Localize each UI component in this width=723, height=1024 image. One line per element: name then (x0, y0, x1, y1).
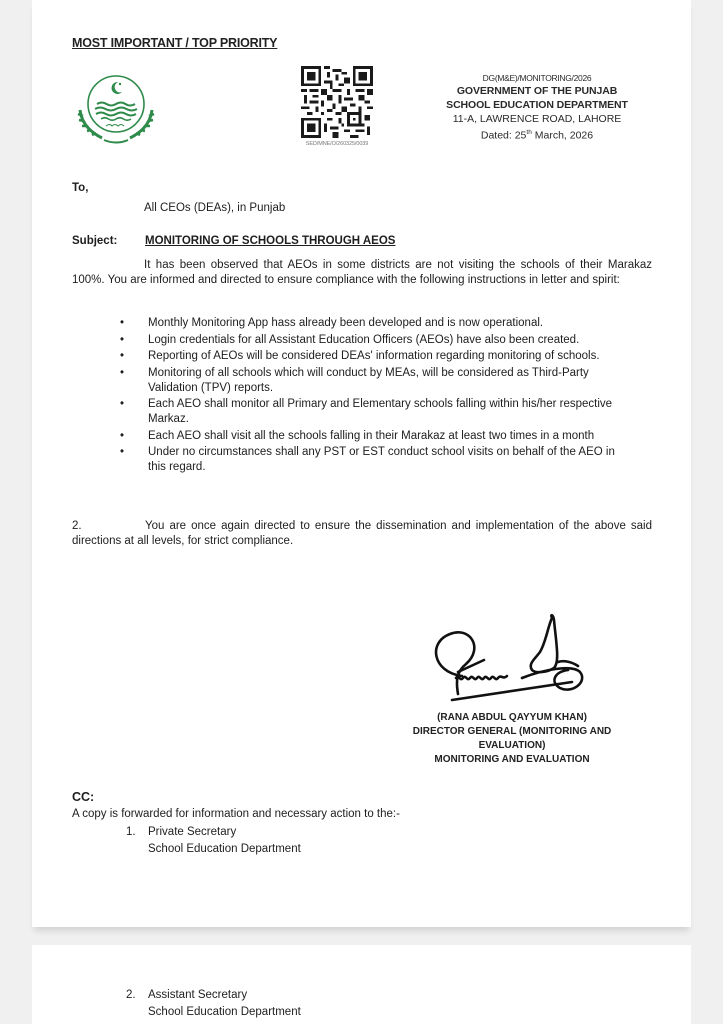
paragraph-2: 2. You are once again directed to ensure the dissemination and implementation of the above said directions at all levels, for strict compliance. (72, 520, 652, 547)
date: Dated: 25th March, 2026 (480, 129, 594, 142)
bullet-icon: • (120, 350, 125, 362)
document-page-2 (32, 945, 691, 1024)
to-label: To, (72, 182, 89, 194)
cc-item-number: 1. (126, 826, 136, 838)
government-name: GOVERNMENT OF THE PUNJAB (456, 85, 618, 97)
cc-list-item (126, 987, 301, 1021)
reference-number: DG(M&E)/MONITORING/2026 (482, 73, 592, 83)
priority-heading: MOST IMPORTANT / TOP PRIORITY (72, 36, 278, 50)
list-item: • Reporting of AEOs will be considered DEAs' information regarding monitoring of schools. (120, 350, 600, 362)
bullet-icon: • (120, 317, 125, 329)
qr-code-icon (300, 66, 374, 138)
cc-item-number: 2. (126, 989, 136, 1001)
cc-item-title: Private Secretary (148, 826, 237, 838)
cc-item-department: School Education Department (148, 843, 301, 855)
document-page-1 (32, 0, 691, 927)
signature-icon (422, 612, 592, 708)
recipient: All CEOs (DEAs), in Punjab (144, 202, 286, 214)
qr-code-reference: SED/MNE/O/260325/0039 (305, 141, 369, 147)
punjab-emblem-icon (70, 70, 162, 146)
instruction-list (120, 316, 620, 477)
list-item: • Monthly Monitoring App hass already been developed and is now operational. (120, 317, 544, 329)
subject-label: Subject: (72, 235, 118, 247)
cc-list-item (126, 824, 301, 858)
subject-text: MONITORING OF SCHOOLS THROUGH AEOS (145, 235, 396, 247)
letterhead (432, 72, 642, 143)
list-item: • Each AEO shall monitor all Primary and Elementary schools falling within his/her respective Markaz. (120, 398, 613, 425)
signatory-name: (RANA ABDUL QAYYUM KHAN) (437, 712, 587, 723)
signatory-designation-line-1: DIRECTOR GENERAL (MONITORING AND (412, 726, 612, 737)
department-name: SCHOOL EDUCATION DEPARTMENT (446, 99, 628, 111)
bullet-icon: • (120, 398, 125, 410)
address: 11-A, LAWRENCE ROAD, LAHORE (452, 113, 622, 125)
bullet-icon: • (120, 366, 125, 379)
paragraph-1: It has been observed that AEOs in some districts are not visiting the schools of their Marakaz 100%. You are informed and directed to ensure compliance with the following instructions in letter and spirit: (72, 259, 652, 286)
cc-label: CC: (72, 790, 95, 804)
paragraph-number: 2. (72, 520, 82, 532)
bullet-icon: • (120, 429, 125, 442)
list-item: • Under no circumstances shall any PST or EST conduct school visits on behalf of the AEO in this regard. (120, 446, 615, 473)
signatory-designation-line-2: EVALUATION) (478, 740, 546, 751)
signatory-block (387, 711, 637, 767)
signatory-office: MONITORING AND EVALUATION (434, 754, 590, 765)
cc-intro: A copy is forwarded for information and necessary action to the:- (72, 808, 400, 820)
bullet-icon: • (120, 446, 125, 458)
bullet-icon: • (120, 333, 125, 346)
cc-item-department: School Education Department (148, 1006, 301, 1018)
list-item: • Monitoring of all schools which will conduct by MEAs, will be considered as Third-Party Validation (TPV) reports. (120, 366, 589, 394)
cc-item-title: Assistant Secretary (148, 989, 248, 1001)
list-item: • Login credentials for all Assistant Education Officers (AEOs) have also been created. (120, 333, 580, 346)
list-item: • Each AEO shall visit all the schools falling in their Marakaz at least two times in a month (120, 429, 595, 442)
